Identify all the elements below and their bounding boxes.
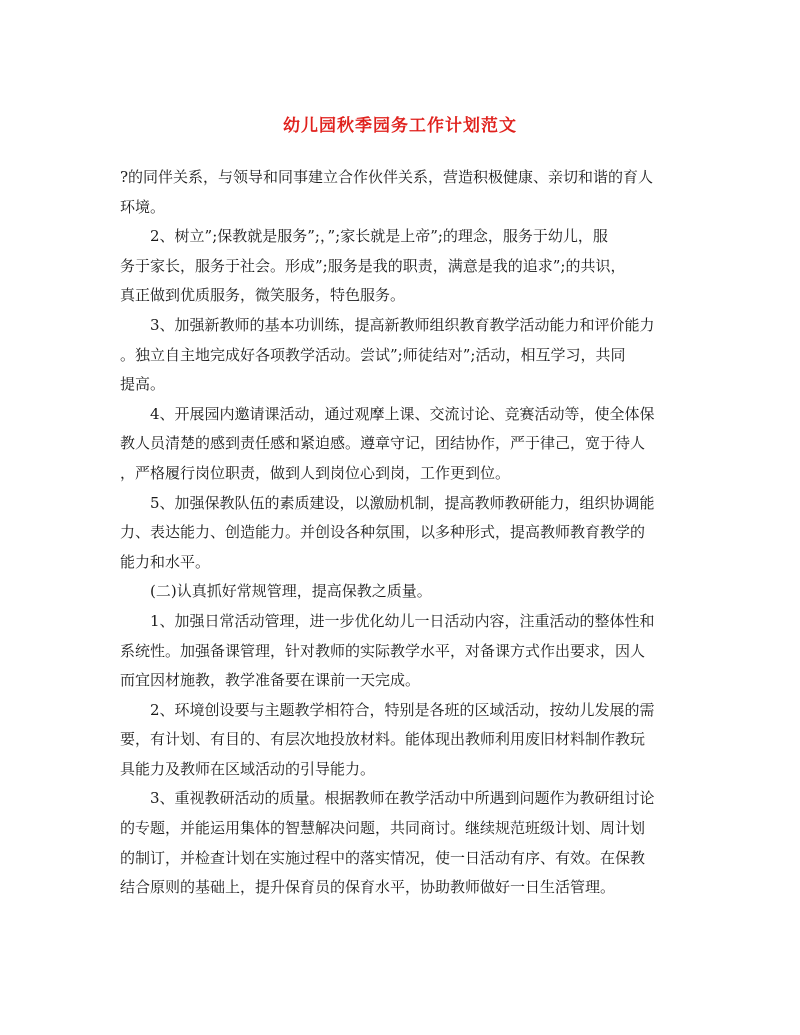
text-line: 4、开展园内邀请课活动，通过观摩上课、交流讨论、竞赛活动等，使全体保: [150, 404, 655, 423]
text-line: 要，有计划、有目的、有层次地投放材料。能体现出教师利用废旧材料制作教玩: [120, 730, 646, 749]
text-line: 力、表达能力、创造能力。并创设各种氛围，以多种形式，提高教师教育教学的: [120, 523, 646, 542]
text-line: 。独立自主地完成好各项教学活动。尝试”;师徒结对”;活动，相互学习，共同: [120, 345, 626, 364]
text-line: ，严格履行岗位职责，做到人到岗位心到岗，工作更到位。: [120, 463, 511, 482]
text-line: 系统性。加强备课管理，针对教师的实际教学水平，对备课方式作出要求，因人: [120, 641, 646, 660]
text-line: 3、加强新教师的基本功训练，提高新教师组织教育教学活动能力和评价能力: [150, 315, 655, 334]
text-line: 能力和水平。: [120, 552, 211, 571]
text-line: 教人员清楚的感到责任感和紧迫感。遵章守记，团结协作，严于律己，宽于待人: [120, 434, 646, 453]
text-line: 环境。: [120, 197, 166, 216]
text-line: 的制订，并检查计划在实施过程中的落实情况，使一日活动有序、有效。在保教: [120, 848, 646, 867]
text-line: 而宜因材施教，教学准备要在课前一天完成。: [120, 671, 421, 690]
text-line: 提高。: [120, 375, 166, 394]
document-body: [120, 163, 680, 903]
text-line: 3、重视教研活动的质量。根据教师在教学活动中所遇到问题作为教研组讨论: [150, 789, 655, 808]
text-line: (二)认真抓好常规管理，提高保教之质量。: [150, 582, 432, 601]
text-line: 结合原则的基础上，提升保育员的保育水平，协助教师做好一日生活管理。: [120, 878, 616, 897]
document-title: 幼儿园秋季园务工作计划范文: [283, 116, 517, 136]
text-line: ?的同伴关系，与领导和同事建立合作伙伴关系，营造积极健康、亲切和谐的育人: [120, 168, 654, 186]
text-line: 5、加强保教队伍的素质建设，以激励机制，提高教师教研能力，组织协调能: [150, 493, 655, 512]
text-line: 的专题，并能运用集体的智慧解决问题，共同商讨。继续规范班级计划、周计划: [120, 819, 646, 838]
text-line: 2、环境创设要与主题教学相符合，特别是各班的区域活动，按幼儿发展的需: [150, 700, 655, 719]
text-line: 1、加强日常活动管理，进一步优化幼儿一日活动内容，注重活动的整体性和: [150, 611, 655, 630]
text-line: 真正做到优质服务，微笑服务，特色服务。: [120, 286, 406, 305]
text-line: 2、树立”;保教就是服务”;，”;家长就是上帝”;的理念，服务于幼儿，服: [150, 227, 608, 246]
text-line: 务于家长，服务于社会。形成”;服务是我的职责，满意是我的追求”;的共识，: [120, 256, 626, 275]
text-line: 具能力及教师在区域活动的引导能力。: [120, 759, 376, 778]
